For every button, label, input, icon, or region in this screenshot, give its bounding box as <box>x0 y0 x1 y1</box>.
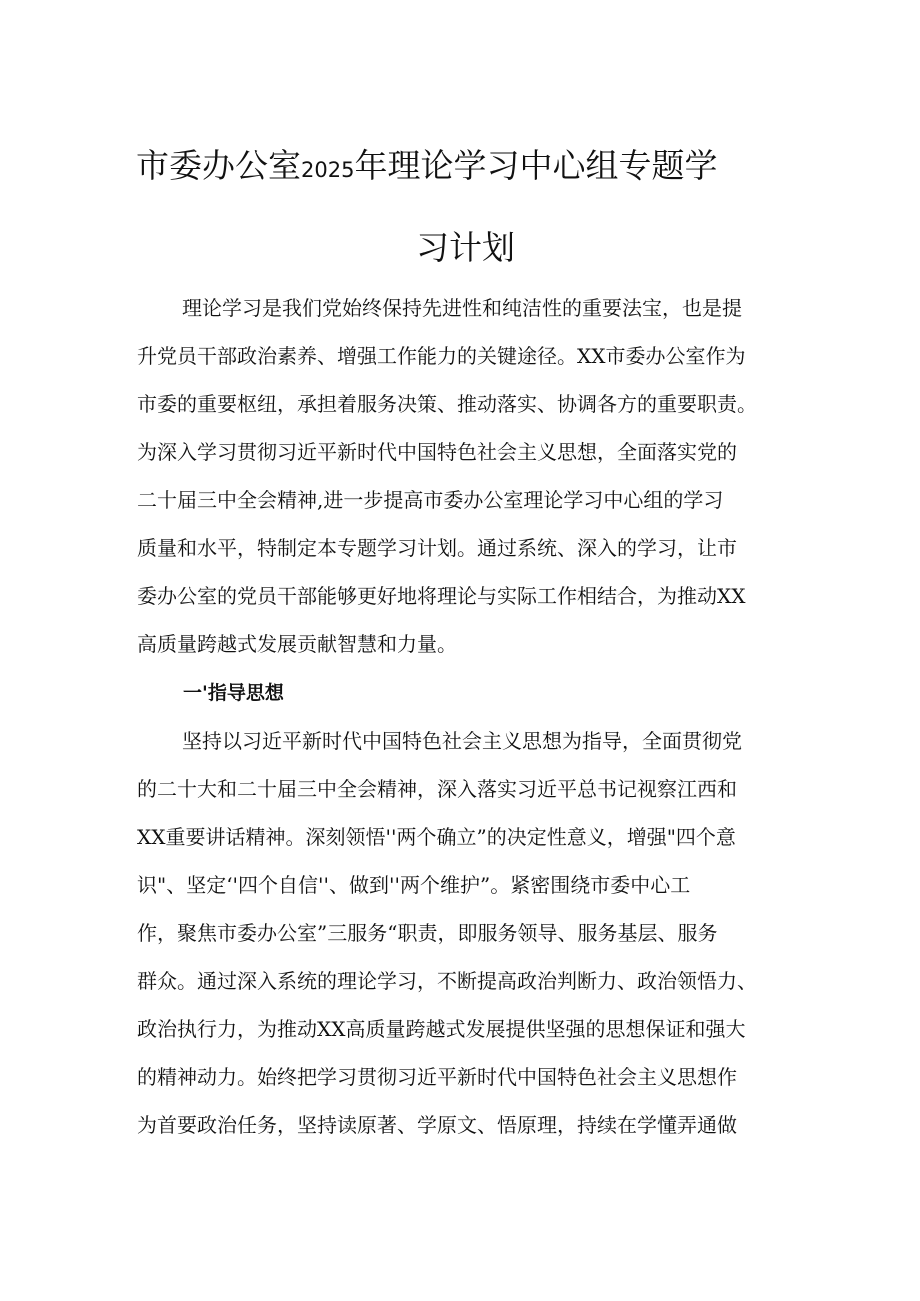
title-prefix: 市委办公室 <box>136 146 301 185</box>
section1-paragraph-line: XX重要讲话精神。深刻领悟''两个确立”的决定性意义，增强"四个意 <box>137 825 736 849</box>
document-title-line-1 <box>136 140 717 187</box>
section1-paragraph-line: 群众。通过深入系统的理论学习，不断提高政治判断力、政治领悟力、 <box>137 969 757 993</box>
section-heading-guiding-ideology: 一'指导思想 <box>183 682 284 704</box>
section1-paragraph-line: 政治执行力，为推动XX高质量跨越式发展提供坚强的思想保证和强大 <box>137 1017 746 1041</box>
section1-paragraph-line: 作，聚焦市委办公室”三服务“职责，即服务领导、服务基层、服务 <box>137 921 718 945</box>
section1-paragraph-line: 坚持以习近平新时代中国特色社会主义思想为指导，全面贯彻党 <box>182 729 742 753</box>
intro-paragraph-line: 二十届三中全会精神,进一步提高市委办公室理论学习中心组的学习 <box>137 488 724 512</box>
document-title-line-2: 习计划 <box>416 228 515 267</box>
title-suffix: 年理论学习中心组专题学 <box>354 146 718 185</box>
section1-paragraph-line: 识"、坚定‘'四个自信''、做到''两个维护”。紧密围绕市委中心工 <box>137 873 691 897</box>
intro-paragraph-line: 理论学习是我们党始终保持先进性和纯洁性的重要法宝，也是提 <box>182 296 742 320</box>
section1-paragraph-line: 的二十大和二十届三中全会精神，深入落实习近平总书记视察江西和 <box>137 777 737 801</box>
intro-paragraph-line: 高质量跨越式发展贡献智慧和力量。 <box>137 632 457 656</box>
section1-paragraph-line: 的精神动力。始终把学习贯彻习近平新时代中国特色社会主义思想作 <box>137 1065 737 1089</box>
intro-paragraph-line: 质量和水平，特制定本专题学习计划。通过系统、深入的学习，让市 <box>137 536 737 560</box>
intro-paragraph-line: 市委的重要枢纽，承担着服务决策、推动落实、协调各方的重要职责。 <box>137 392 757 416</box>
intro-paragraph-line: 为深入学习贯彻习近平新时代中国特色社会主义思想，全面落实党的 <box>137 440 737 464</box>
section1-paragraph-line: 为首要政治任务，坚持读原著、学原文、悟原理，持续在学懂弄通做 <box>137 1113 737 1137</box>
intro-paragraph-line: 升党员干部政治素养、增强工作能力的关键途径。XX市委办公室作为 <box>137 344 746 368</box>
title-year: 2025 <box>301 158 355 182</box>
intro-paragraph-line: 委办公室的党员干部能够更好地将理论与实际工作相结合，为推动XX <box>137 584 746 608</box>
